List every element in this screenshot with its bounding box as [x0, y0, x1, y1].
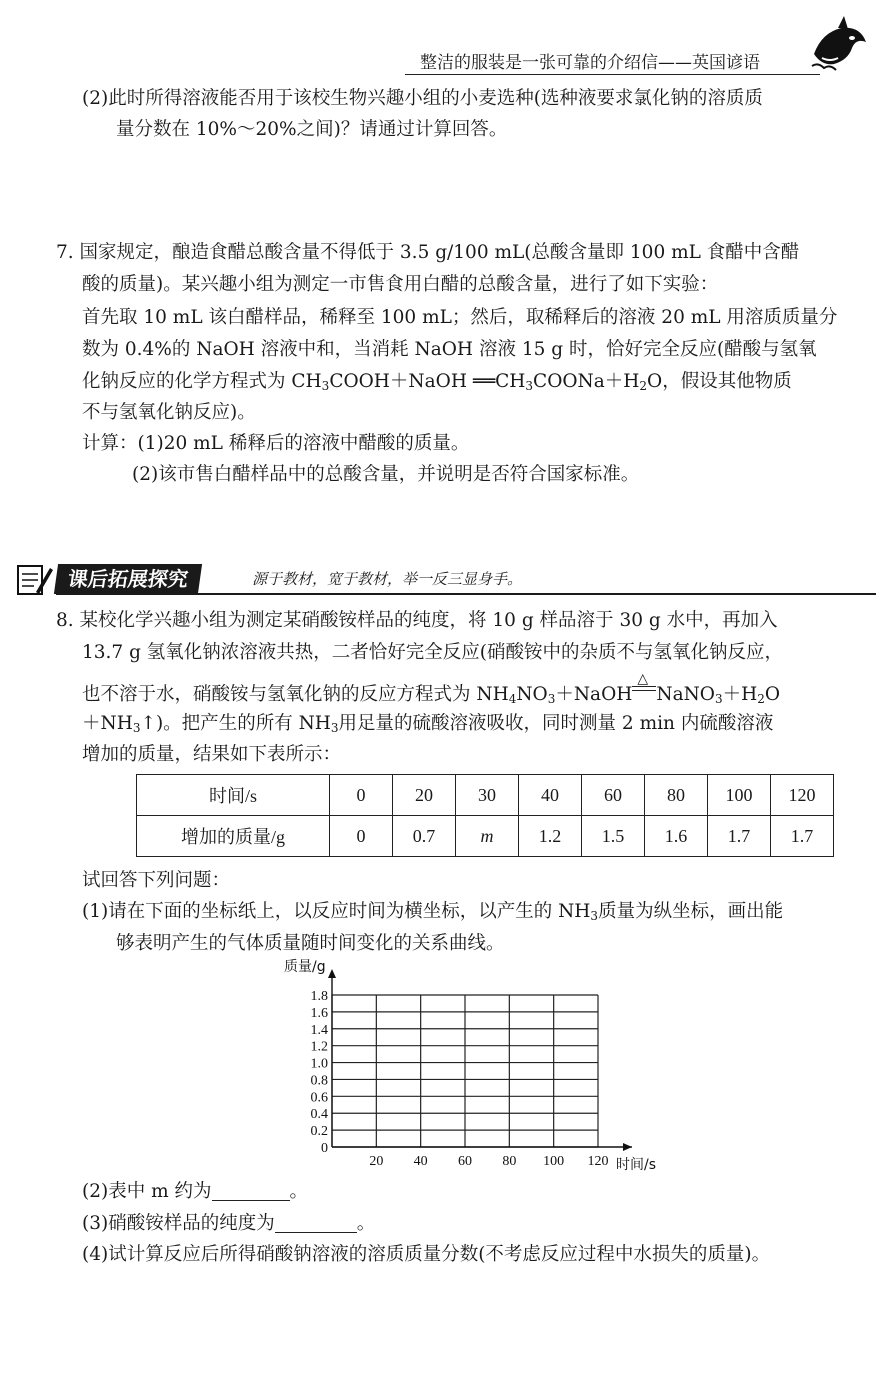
q7-line2: 酸的质量)。某兴趣小组为测定一市售食用白醋的总酸含量，进行了如下实验：: [82, 274, 719, 295]
table-cell: 1.7: [708, 816, 771, 857]
table-cell: 1.7: [771, 816, 834, 857]
y-tick-label: 1.0: [310, 1056, 328, 1072]
y-tick-label: 1.8: [310, 989, 328, 1004]
y-tick-label: 0.4: [310, 1107, 328, 1123]
q8-prompt: 试回答下列问题：: [82, 870, 231, 891]
x-tick-label: 60: [458, 1154, 472, 1169]
q7-line3: 首先取 10 mL 该白醋样品，稀释至 100 mL；然后，取稀释后的溶液 20 mL 用溶质质量分: [82, 307, 838, 328]
table-header-cell: 增加的质量/g: [137, 816, 330, 857]
x-axis-arrow-icon: [623, 1143, 632, 1151]
table-cell: 1.2: [519, 816, 582, 857]
q7-line6: 不与氢氧化钠反应)。: [82, 402, 256, 423]
y-tick-label: 0.2: [310, 1124, 328, 1140]
section-rule: [56, 593, 876, 595]
x-axis-label: 时间/s: [616, 1157, 657, 1173]
q8-line1: 8. 某校化学兴趣小组为测定某硝酸铵样品的纯度，将 10 g 样品溶于 30 g 水中，再加入: [56, 610, 778, 631]
y-axis-label: 质量/g: [284, 959, 326, 975]
section-title: 课后拓展探究: [54, 564, 202, 594]
q6-part2-line1: (2)此时所得溶液能否用于该校生物兴趣小组的小麦选种(选种液要求氯化钠的溶质质: [82, 88, 763, 109]
q6-part2-line2: 量分数在 10%～20%之间)？请通过计算回答。: [116, 119, 508, 140]
y-tick-label: 0.8: [310, 1073, 328, 1089]
q8-p3: (3)硝酸铵样品的纯度为 。: [82, 1213, 376, 1234]
y-tick-label: 0: [321, 1141, 328, 1156]
pencil-notebook-icon: [14, 560, 54, 598]
table-cell: 1.6: [645, 816, 708, 857]
orca-logo-icon: [808, 14, 870, 76]
q8-p2: (2)表中 m 约为 。: [82, 1181, 309, 1202]
q8-p1-line1: (1)请在下面的坐标纸上，以反应时间为横坐标，以产生的 $NH_3$质量为纵坐标，画出能: [82, 901, 784, 923]
q7-calc1: 计算：(1)20 mL 稀释后的溶液中醋酸的质量。: [82, 433, 470, 454]
section-motto: 源于教材，宽于教材，举一反三显身手。: [252, 570, 523, 588]
table-cell: 1.5: [582, 816, 645, 857]
y-tick-label: 1.2: [310, 1039, 328, 1055]
q8-line4: $+NH_3↑$)。把产生的所有 $NH_3$用足量的硫酸溶液吸收，同时测量 2 min 内硫酸溶液: [82, 713, 774, 735]
q8-line2: 13.7 g 氢氧化钠浓溶液共热，二者恰好完全反应(硝酸铵中的杂质不与氢氧化钠反应，: [82, 642, 784, 663]
data-table: [136, 774, 834, 857]
q8-p1-line2: 够表明产生的气体质量随时间变化的关系曲线。: [116, 933, 505, 954]
x-tick-label: 40: [413, 1154, 428, 1169]
table-cell: 100: [708, 775, 771, 816]
q8-line5: 增加的质量，结果如下表所示：: [82, 744, 342, 765]
q7-line4: 数为 0.4%的 NaOH 溶液中和，当消耗 NaOH 溶液 15 g 时，恰好完全反应(醋酸与氢氧: [82, 339, 817, 360]
x-tick-label: 100: [543, 1154, 565, 1169]
table-cell: 80: [645, 775, 708, 816]
y-axis-arrow-icon: [328, 969, 336, 978]
q8-p4: (4)试计算反应后所得硝酸钠溶液的溶质质量分数(不考虑反应过程中水损失的质量)。: [82, 1244, 771, 1265]
y-tick-label: 1.6: [310, 1005, 328, 1021]
q7-line1: 7. 国家规定，酿造食醋总酸含量不得低于 3.5 g/100 mL(总酸含量即 100 mL 食醋中含醋: [56, 242, 800, 263]
table-cell: 0.7: [393, 816, 456, 857]
answer-blank-m[interactable]: [212, 1180, 290, 1201]
table-row: [137, 775, 834, 816]
table-cell: 0: [330, 816, 393, 857]
answer-blank-purity[interactable]: [275, 1212, 357, 1233]
q8-line3: 也不溶于水，硝酸铵与氢氧化钠的反应方程式为 $NH_4NO_3+NaOH$ △ $NaNO_3+H_2O$: [82, 680, 780, 710]
header-motto: 整洁的服装是一张可靠的介绍信——英国谚语: [420, 53, 760, 73]
table-cell: 20: [393, 775, 456, 816]
q7-line5: 化钠反应的化学方程式为 $CH_3COOH+NaOH$ $══CH_3COONa+H_2O$，假设其他物质: [82, 371, 792, 393]
q7-calc2: (2)该市售白醋样品中的总酸含量，并说明是否符合国家标准。: [132, 464, 640, 485]
y-tick-label: 1.4: [310, 1022, 328, 1038]
table-cell: 120: [771, 775, 834, 816]
table-header-cell: 时间/s: [137, 775, 330, 816]
table-cell: 30: [456, 775, 519, 816]
header-rule: [405, 74, 820, 75]
coordinate-grid-chart: [270, 955, 680, 1175]
y-tick-label: 0.6: [310, 1090, 328, 1106]
table-cell: 40: [519, 775, 582, 816]
table-cell: m: [456, 816, 519, 857]
x-tick-label: 20: [369, 1154, 384, 1169]
section-banner: [14, 560, 874, 600]
x-tick-label: 120: [587, 1154, 609, 1169]
table-row: [137, 816, 834, 857]
heat-arrow: △: [632, 680, 656, 710]
table-cell: 60: [582, 775, 645, 816]
x-tick-label: 80: [502, 1154, 517, 1169]
table-cell: 0: [330, 775, 393, 816]
